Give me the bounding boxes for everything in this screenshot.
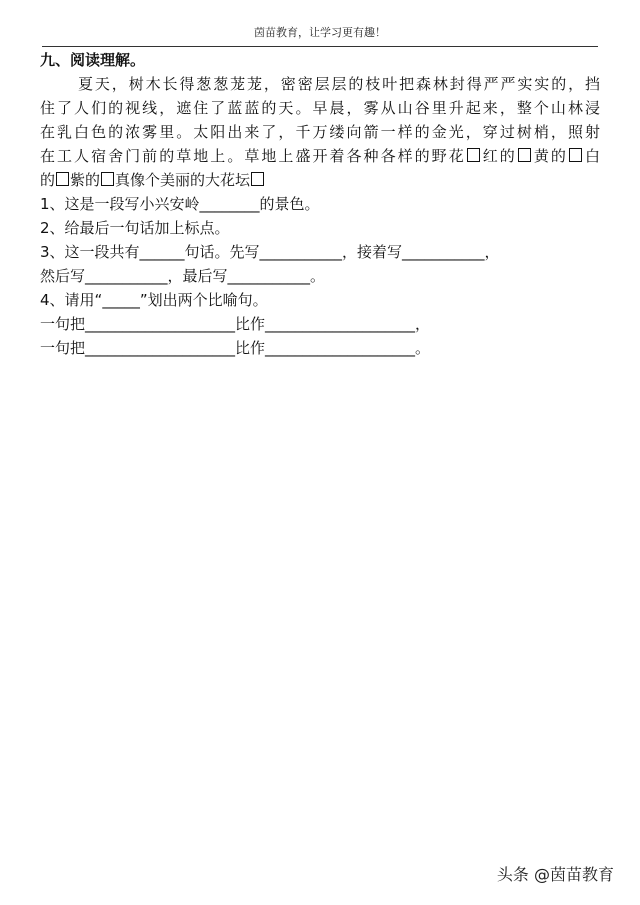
question-2: 2、给最后一句话加上标点。 xyxy=(40,219,230,237)
punctuation-box xyxy=(467,148,480,162)
passage-line-3: 在乳白色的浓雾里。太阳出来了，千万缕向箭一样的金光，穿过树梢，照射 xyxy=(40,123,600,141)
worksheet-content xyxy=(40,48,600,360)
passage-line-4-text-a: 在工人宿舍门前的草地上。草地上盛开着各种各样的野花 xyxy=(40,147,466,165)
passage-line-4-text-c: 黄的 xyxy=(531,147,568,165)
question-4-answer-1: 一句把____________________比作____________________， xyxy=(40,315,431,333)
passage-line-5-text-a: 的 xyxy=(40,171,56,189)
question-4-answer-2: 一句把____________________比作____________________。 xyxy=(40,339,431,357)
passage-line-5-text-b: 紫的 xyxy=(70,171,101,189)
passage-line-2: 住了人们的视线，遮住了蓝蓝的天。早晨，雾从山谷里升起来，整个山林浸 xyxy=(40,99,600,117)
watermark: 头条 @茵苗教育 xyxy=(496,865,614,884)
section-title: 九、阅读理解。 xyxy=(40,51,146,69)
passage-line-4 xyxy=(40,144,600,168)
page-header: 茵苗教育，让学习更有趣！ xyxy=(42,24,598,47)
question-1: 1、这是一段写小兴安岭________的景色。 xyxy=(40,195,320,213)
passage-line-4-text-d: 白 xyxy=(582,147,600,165)
question-4: 4、请用“_____”划出两个比喻句。 xyxy=(40,291,268,309)
punctuation-box xyxy=(101,172,114,186)
punctuation-box xyxy=(569,148,582,162)
passage-line-4-text-b: 红的 xyxy=(480,147,517,165)
passage-line-5-text-c: 真像个美丽的大花坛 xyxy=(115,171,251,189)
punctuation-box xyxy=(251,172,264,186)
punctuation-box xyxy=(518,148,531,162)
question-3-line-2: 然后写___________，最后写___________。 xyxy=(40,267,326,285)
question-3-line-1: 3、这一段共有______句话。先写___________，接着写___________， xyxy=(40,243,500,261)
punctuation-box xyxy=(56,172,69,186)
passage-line-1: 夏天，树木长得葱葱茏茏，密密层层的枝叶把森林封得严严实实的，挡 xyxy=(78,75,600,93)
passage-line-5 xyxy=(40,168,600,192)
